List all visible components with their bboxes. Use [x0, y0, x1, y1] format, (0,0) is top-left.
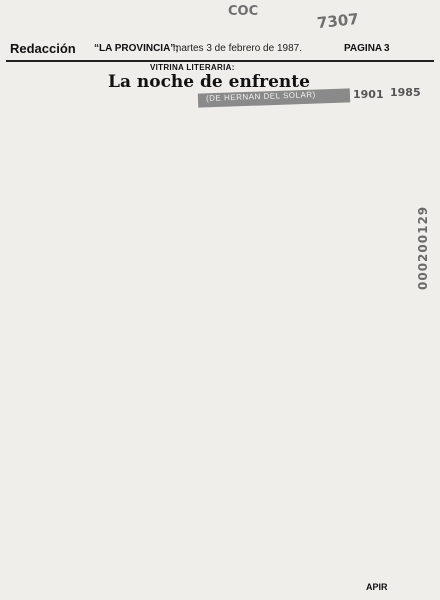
article-kicker: VITRINA LITERARIA: [150, 63, 235, 72]
newspaper-header [6, 40, 434, 62]
archive-annotations [0, 0, 440, 42]
article-signature: APIR [366, 582, 388, 592]
handwritten-year-2: 1985 [390, 86, 421, 99]
archive-number: 7307 [316, 9, 360, 33]
newspaper-name: “LA PROVINCIA”; [94, 43, 179, 54]
article-title: La noche de enfrente [108, 72, 310, 92]
article-byline: (DE HERNAN DEL SOLAR) [205, 90, 316, 103]
handwritten-year-1: 1901 [353, 88, 384, 101]
archive-mark: COC [228, 4, 259, 19]
article-column-left [8, 102, 198, 592]
section-name: Redacción [10, 41, 76, 56]
article-column-right [204, 102, 400, 592]
publication-date: martes 3 de febrero de 1987. [173, 43, 302, 54]
archive-side-code: 000200129 [416, 205, 430, 290]
page-number: 3 [384, 43, 390, 54]
page-label: PAGINA [344, 43, 383, 54]
